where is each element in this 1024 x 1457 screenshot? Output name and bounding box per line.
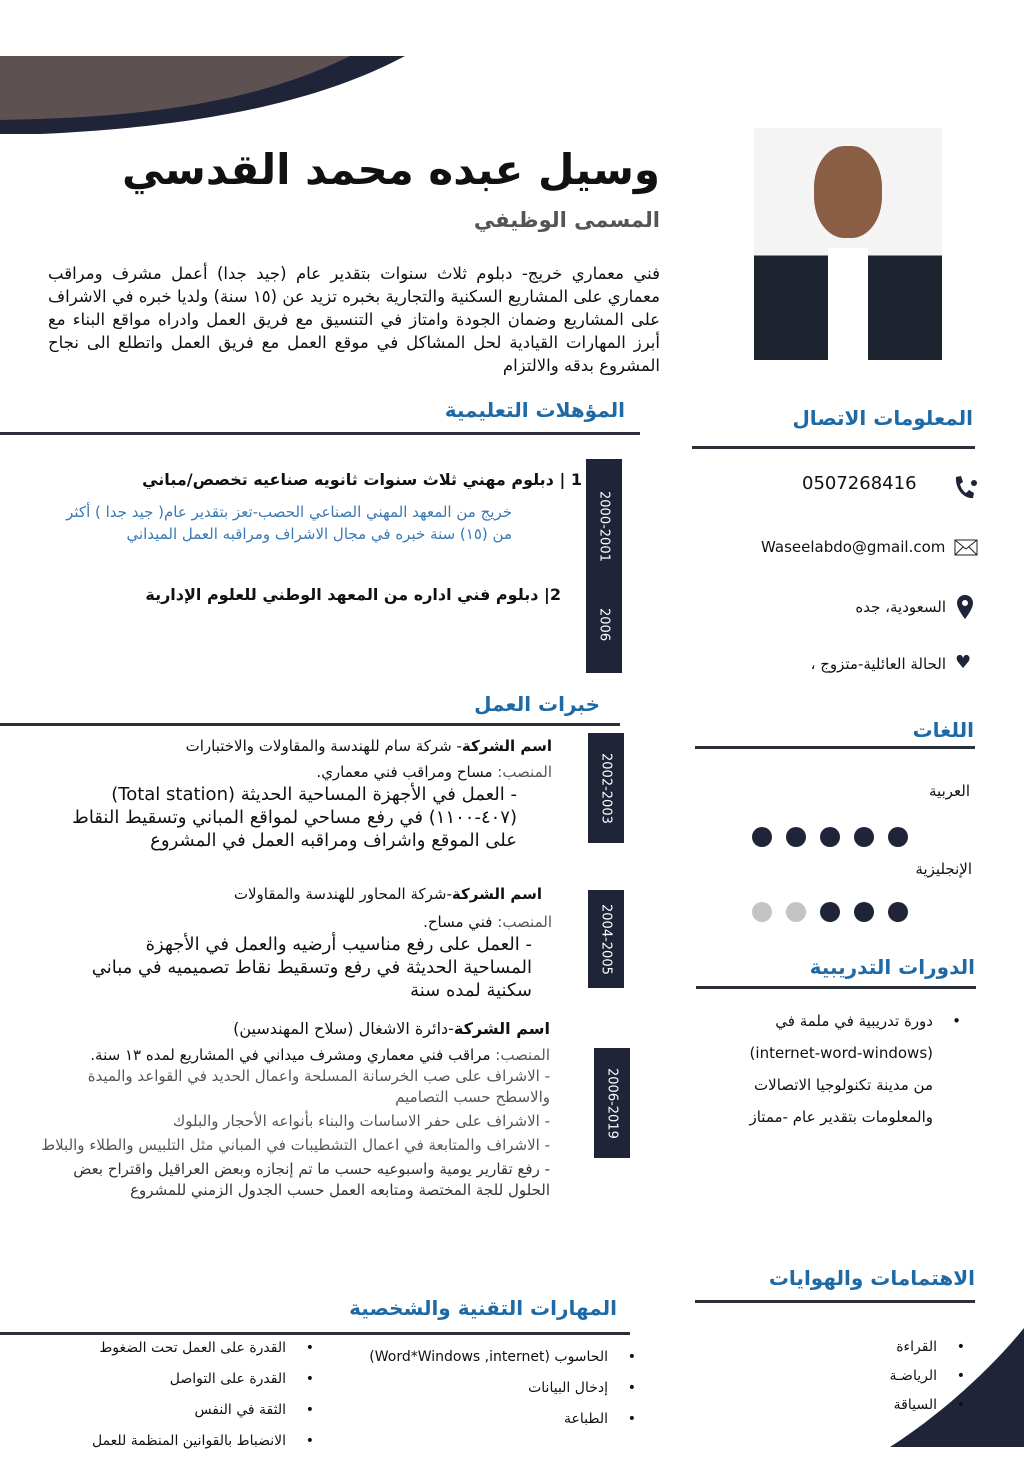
course-line: والمعلومات بتقدير عام -ممتاز bbox=[749, 1108, 933, 1126]
divider bbox=[696, 986, 976, 989]
level-dot bbox=[854, 902, 874, 922]
candidate-name: وسيل عبده محمد القدسي bbox=[122, 145, 660, 194]
divider bbox=[695, 1300, 975, 1303]
phone-icon bbox=[952, 474, 978, 502]
position-label: المنصب: bbox=[495, 1046, 550, 1064]
company-label: اسم الشركة bbox=[451, 885, 542, 903]
envelope-icon bbox=[954, 539, 978, 556]
position: فني مساح. bbox=[423, 913, 493, 931]
courses-heading: الدورات التدريبية bbox=[809, 955, 975, 979]
position: مساح ومراقب فني معماري. bbox=[316, 763, 493, 781]
task: - الاشراف والمتابعة في اعمال التشطيبات في المباني مثل التلبيس والطلاء والبلاط bbox=[41, 1136, 550, 1154]
task: - العمل على رفع مناسيب أرضيه والعمل في الأجهزة المساحية الحديثة في رفع وتسقيط نقاط تصميميه في مباني سكنية لمده سنة bbox=[91, 934, 532, 1001]
level-dot bbox=[820, 902, 840, 922]
task: - الاشراف على حفر الاساسات والبناء بأنواعه الأحجار والبلوك bbox=[172, 1112, 550, 1130]
work-date-bar bbox=[588, 733, 624, 843]
skill-item: • إدخال البيانات bbox=[369, 1373, 608, 1404]
task: - العمل في الأجهزة المساحية الحديثة (Total station) (٤٠٧-١١٠٠) في رفع مساحي لمواقع المباني وتسقيط النقاط على الموقع واشراف ومراقبه العمل في المشروع bbox=[72, 784, 517, 851]
level-dot bbox=[854, 827, 874, 847]
location-pin-icon bbox=[956, 594, 974, 620]
location: السعودية، جده bbox=[855, 598, 946, 616]
task: - رفع تقارير يومية واسبوعيه حسب ما تم إنجازه وبعض العراقيل واقتراح بعض الحلول للجة المختصة ومتابعه العمل حسب الجدول الزمني للمشروع bbox=[73, 1160, 550, 1199]
education-date-bar bbox=[586, 459, 622, 673]
technical-skills-list bbox=[369, 1342, 608, 1435]
skill-item: • القدرة على العمل تحت الضغوط bbox=[92, 1333, 286, 1364]
education-heading: المؤهلات التعليمية bbox=[444, 398, 625, 422]
course-line: (internet-word-windows) bbox=[749, 1044, 933, 1062]
skill-item: • القدرة على التواصل bbox=[92, 1364, 286, 1395]
work-job-3 bbox=[30, 1018, 550, 1201]
header-banner bbox=[0, 56, 410, 136]
date: 2002-2003 bbox=[598, 752, 614, 824]
skill-item: • الحاسوب (Word*Windows ,internet) bbox=[369, 1342, 608, 1373]
work-job-1 bbox=[52, 735, 552, 852]
company: -دائرة الاشغال (سلاح المهندسين) bbox=[233, 1019, 454, 1038]
date: 2004-2005 bbox=[598, 903, 614, 975]
profile-photo bbox=[754, 128, 942, 360]
summary: فني معماري خريج- دبلوم ثلاث سنوات بتقدير عام (جيد جدا) أعمل مشرف ومراقب معماري على المشاريع السكنية والتجارية بخبره تزيد عن (١٥ سنة) ولديا خبره في الاشراف على المشاريع وضمان الجودة وامتاز في التنسيق مع فريق العمل وادراه مواقع البناء مع أبرز المهارات القيادية لحل المشاكل في موقع العمل مع فريق العمل واتطلع الى نجاح المشروع بدقه والالتزام bbox=[48, 264, 660, 375]
level-dot bbox=[888, 902, 908, 922]
work-date-bar bbox=[594, 1048, 630, 1158]
phone-number[interactable]: 0507268416 bbox=[802, 473, 917, 494]
education-item-2-title: 2| دبلوم فني اداره من المعهد الوطني للعلوم الإدارية bbox=[145, 585, 561, 604]
divider bbox=[692, 446, 975, 449]
level-dot bbox=[786, 827, 806, 847]
company: - شركة سام للهندسة والمقاولات والاختبارات bbox=[185, 737, 462, 755]
level-dot bbox=[752, 827, 772, 847]
level-dot bbox=[786, 902, 806, 922]
level-dot bbox=[752, 902, 772, 922]
company-label: اسم الشركة bbox=[453, 1019, 550, 1038]
level-dot bbox=[888, 827, 908, 847]
education-item-1-desc: خريج من المعهد المهني الصناعي الحصب-تعز بتقدير عام( جيد جدا ) أكثر من (١٥) سنة خبره في مجال الاشراف ومراقبه العمل الميداني bbox=[66, 503, 512, 543]
hobby-item: • القراءة bbox=[889, 1333, 937, 1362]
company: -شركة المحاور للهندسة والمقاولات bbox=[233, 885, 452, 903]
hobby-item: • السياقة bbox=[889, 1391, 937, 1420]
hobbies-heading: الاهتمامات والهوايات bbox=[768, 1266, 975, 1290]
company-label: اسم الشركة bbox=[461, 737, 552, 755]
language-name: الإنجليزية bbox=[915, 860, 972, 878]
personal-skills-list bbox=[92, 1333, 286, 1457]
work-heading: خبرات العمل bbox=[474, 692, 600, 716]
task: - الاشراف على صب الخرسانة المسلحة واعمال الحديد في القواعد والميدة والاسطح حسب التصاميم bbox=[87, 1067, 550, 1106]
level-dot bbox=[820, 827, 840, 847]
divider bbox=[0, 723, 620, 726]
contact-heading: المعلومات الاتصال bbox=[792, 406, 973, 430]
job-title: المسمى الوظيفي bbox=[473, 208, 660, 232]
skill-item: • الانضباط بالقوانين المنظمة للعمل bbox=[92, 1426, 286, 1457]
skill-item: • الطباعة bbox=[369, 1404, 608, 1435]
divider bbox=[695, 746, 975, 749]
course-line: من مدينة تكنولوجيا الاتصالات bbox=[754, 1076, 933, 1094]
heart-icon: ♥ bbox=[955, 652, 972, 673]
date: 2000-2001 bbox=[596, 490, 612, 562]
divider bbox=[0, 432, 640, 435]
date: 2006-2019 bbox=[604, 1067, 620, 1139]
hobbies-list bbox=[889, 1333, 937, 1420]
position-label: المنصب: bbox=[497, 763, 552, 781]
work-date-bar bbox=[588, 890, 624, 988]
work-job-2 bbox=[62, 883, 552, 1002]
hobby-item: • الرياضـة bbox=[889, 1362, 937, 1391]
position: مراقب فني معماري ومشرف ميداني في المشاريع لمده ١٣ سنة. bbox=[90, 1046, 491, 1064]
position-label: المنصب: bbox=[497, 913, 552, 931]
date: 2006 bbox=[596, 608, 612, 642]
languages-heading: اللغات bbox=[912, 718, 974, 742]
skill-item: • الثقة في النفس bbox=[92, 1395, 286, 1426]
marital-status: الحالة العائلية-متزوج ، bbox=[810, 655, 946, 673]
courses-list bbox=[749, 1005, 933, 1133]
email[interactable]: Waseelabdo@gmail.com bbox=[761, 538, 946, 556]
language-name: العربية bbox=[929, 782, 970, 800]
course-item: • دورة تدريبية في ملمة في bbox=[749, 1005, 933, 1037]
skills-heading: المهارات التقنية والشخصية bbox=[349, 1296, 617, 1320]
education-item-1-title: 1 | دبلوم مهني ثلاث سنوات ثانويه صناعيه تخصص/مباني bbox=[142, 470, 582, 489]
